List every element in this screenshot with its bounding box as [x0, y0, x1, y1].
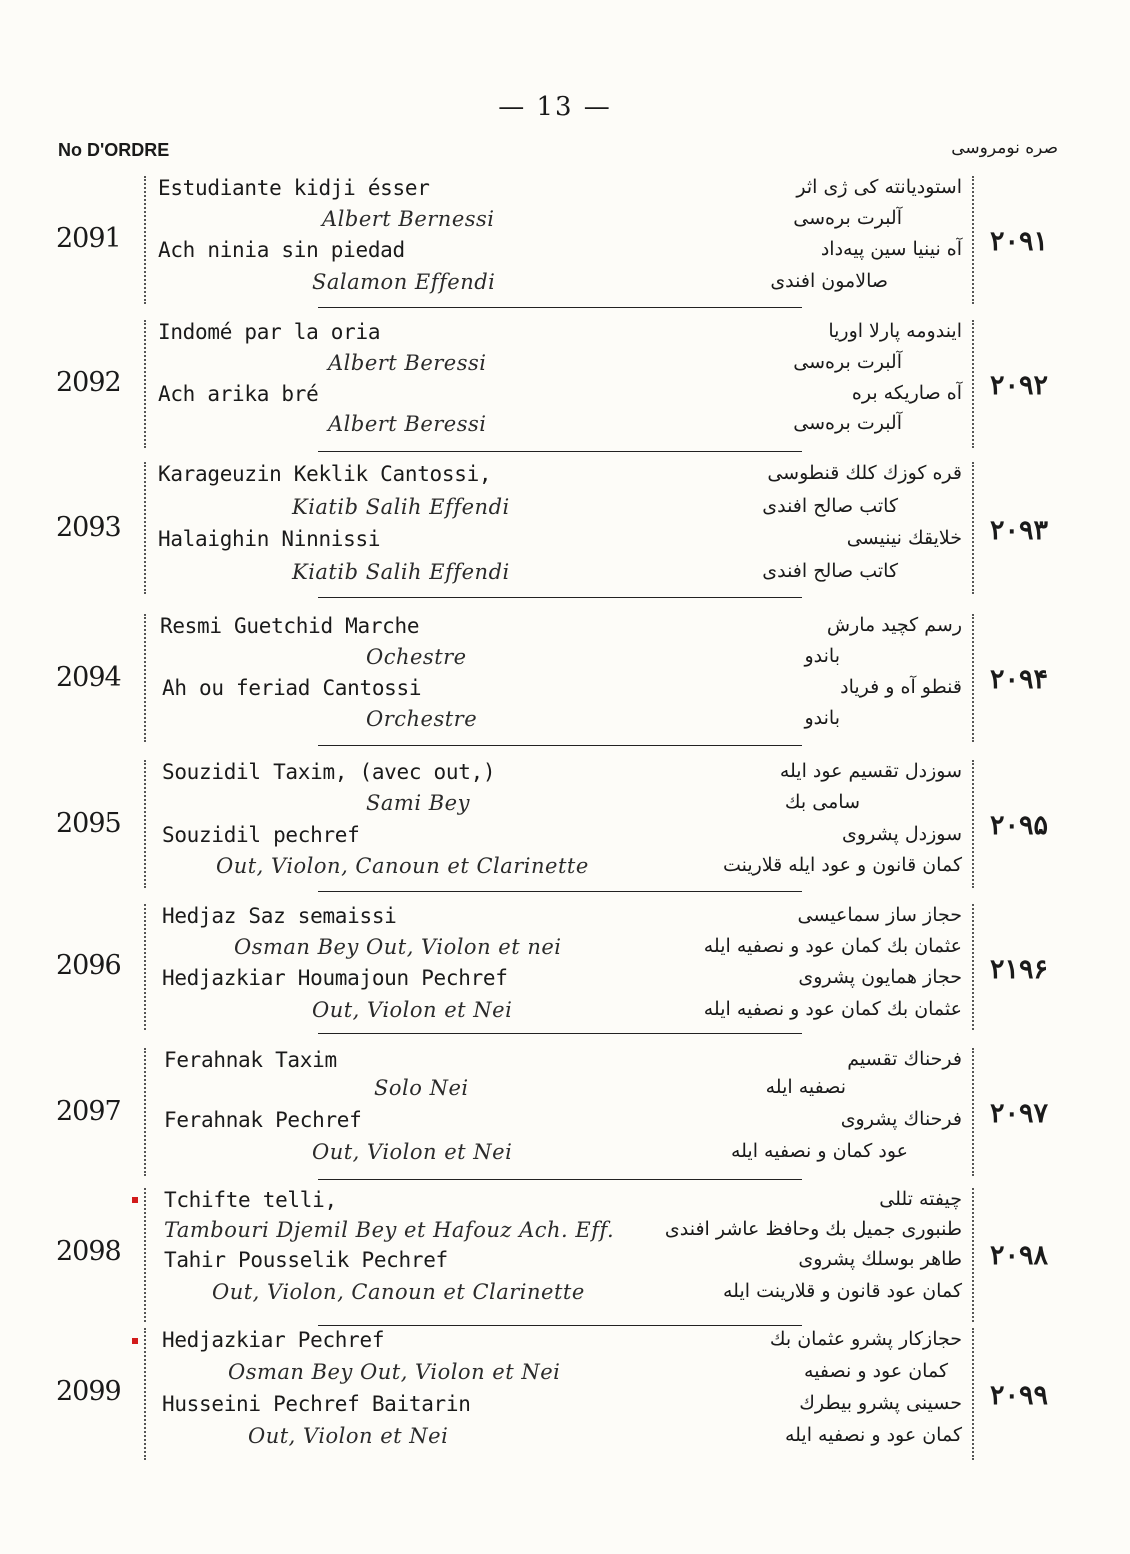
side-b-performer-arabic: باندو [804, 707, 840, 729]
side-a-performer-arabic: کاتب صالح افندی [762, 495, 898, 517]
record-number: 2097 [56, 1096, 121, 1127]
side-a-title-arabic: رسم کچید مارش [826, 614, 962, 636]
side-b-title: Souzidil pechref [162, 823, 360, 847]
side-b-title: Ferahnak Pechref [164, 1108, 362, 1132]
record-entry [0, 462, 1130, 594]
record-number-arabic: ۲۰۹۵ [990, 810, 1049, 841]
page-number: — 13 — [498, 92, 612, 122]
side-a-title-arabic: حجاز ساز سماعیسی [797, 904, 962, 926]
side-b-title: Hedjazkiar Houmajoun Pechref [162, 966, 508, 990]
side-b-performer: Out, Violon, Canoun et Clarinette [216, 854, 589, 878]
side-b-title-arabic: قنطو آه و فریاد [840, 676, 962, 698]
side-a-title-arabic: چیفته تللی [879, 1188, 962, 1210]
side-a-title-arabic: ایندومه پارلا اوریا [828, 320, 962, 342]
entry-divider [318, 891, 802, 892]
side-a-performer: Osman Bey Out, Violon et nei [234, 935, 562, 959]
record-entry [0, 614, 1130, 742]
entry-divider [318, 307, 802, 308]
side-b-performer: Orchestre [366, 707, 478, 731]
side-b-title-arabic: سوزدل پشروی [842, 823, 962, 845]
side-b-performer-arabic: صالامون افندی [770, 270, 888, 292]
side-b-title-arabic: آه صاریکه بره [851, 382, 962, 404]
record-number: 2098 [56, 1236, 121, 1267]
side-a-performer: Tambouri Djemil Bey et Hafouz Ach. Eff. [164, 1218, 615, 1242]
side-b-performer: Kiatib Salih Effendi [292, 560, 510, 584]
side-a-title-arabic: قره کوزك کلك قنطوسی [767, 462, 962, 484]
side-b-performer: Out, Violon et Nei [312, 1140, 513, 1164]
entry-divider [318, 745, 802, 746]
side-b-title-arabic: حجاز همایون پشروی [798, 966, 962, 988]
side-b-title-arabic: حسینی پشرو بیطرك [799, 1392, 962, 1414]
side-a-title: Tchifte telli, [164, 1188, 337, 1212]
record-number: 2095 [56, 808, 121, 839]
side-b-performer-arabic: عثمان بك کمان عود و نصفیه ایله [703, 998, 962, 1020]
record-entry [0, 1328, 1130, 1460]
entry-divider [318, 1325, 802, 1326]
record-entry [0, 1048, 1130, 1176]
side-b-performer-arabic: کمان عود قانون و قلارینت ایله [722, 1280, 962, 1302]
side-a-performer-arabic: طنبوری جمیل بك وحافظ عاشر افندی [664, 1218, 962, 1240]
side-a-title: Resmi Guetchid Marche [160, 614, 420, 638]
record-number: 2099 [56, 1376, 121, 1407]
record-number: 2091 [56, 223, 121, 254]
side-b-performer-arabic: کمان عود و نصفیه ایله [784, 1424, 962, 1446]
side-b-title: Halaighin Ninnissi [158, 527, 381, 551]
side-b-performer: Out, Violon et Nei [312, 998, 513, 1022]
side-a-performer: Albert Beressi [328, 351, 487, 375]
record-entry [0, 904, 1130, 1030]
side-a-title: Hedjazkiar Pechref [162, 1328, 385, 1352]
side-b-performer: Albert Beressi [328, 412, 487, 436]
record-number-arabic: ۲۱۹۶ [990, 954, 1049, 985]
side-a-performer-arabic: کمان عود و نصفیه [804, 1360, 948, 1382]
side-a-title: Hedjaz Saz semaissi [162, 904, 397, 928]
entry-divider [318, 1033, 802, 1034]
record-number: 2093 [56, 512, 121, 543]
side-a-performer-arabic: عثمان بك کمان عود و نصفیه ایله [703, 935, 962, 957]
side-a-title-arabic: استودیانته کی ژی اثر [796, 176, 962, 198]
side-b-performer: Out, Violon et Nei [248, 1424, 449, 1448]
side-a-title: Estudiante kidji ésser [158, 176, 430, 200]
side-a-performer: Sami Bey [366, 791, 470, 815]
order-number-header-arabic: صره نومروسی [951, 138, 1058, 158]
side-a-performer-arabic: سامی بك [784, 791, 860, 813]
record-number-arabic: ۲۰۹۸ [990, 1240, 1049, 1271]
side-a-title: Karageuzin Keklik Cantossi, [158, 462, 492, 486]
side-a-performer: Ochestre [366, 645, 467, 669]
side-b-performer-arabic: کاتب صالح افندی [762, 560, 898, 582]
side-a-title: Souzidil Taxim, (avec out,) [162, 760, 496, 784]
side-b-title: Ach arika bré [158, 382, 319, 406]
side-b-performer-arabic: کمان قانون و عود ایله قلارینت [722, 854, 962, 876]
side-a-title-arabic: حجازکار پشرو عثمان بك [769, 1328, 962, 1350]
side-b-title: Tahir Pousselik Pechref [164, 1248, 448, 1272]
side-b-performer-arabic: عود کمان و نصفیه ایله [730, 1140, 908, 1162]
side-a-title-arabic: فرحناك تقسیم [847, 1048, 962, 1070]
record-number: 2092 [56, 367, 121, 398]
record-number-arabic: ۲۰۹۲ [990, 370, 1049, 401]
side-b-title: Ach ninia sin piedad [158, 238, 405, 262]
entry-divider [318, 1179, 802, 1180]
side-a-performer: Solo Nei [374, 1076, 469, 1100]
side-a-title: Ferahnak Taxim [164, 1048, 337, 1072]
record-entry [0, 1188, 1130, 1322]
side-a-performer-arabic: آلبرت برەسی [793, 351, 902, 373]
side-a-performer-arabic: باندو [804, 645, 840, 667]
record-number-arabic: ۲۰۹۴ [990, 664, 1049, 695]
entry-divider [318, 597, 802, 598]
side-b-title-arabic: آه نینیا سین پیەداد [820, 238, 962, 260]
side-b-performer: Salamon Effendi [312, 270, 496, 294]
record-number: 2096 [56, 950, 121, 981]
side-b-title-arabic: طاهر بوسلك پشروی [798, 1248, 962, 1270]
side-b-title: Ah ou feriad Cantossi [162, 676, 422, 700]
order-number-header: No D'ORDRE [58, 140, 170, 160]
side-a-title: Indomé par la oria [158, 320, 381, 344]
record-number-arabic: ۲۰۹۹ [990, 1380, 1049, 1411]
side-a-performer: Kiatib Salih Effendi [292, 495, 510, 519]
side-a-title-arabic: سوزدل تقسیم عود ایله [779, 760, 962, 782]
side-a-performer: Osman Bey Out, Violon et Nei [228, 1360, 561, 1384]
entry-divider [318, 451, 802, 452]
record-entry [0, 176, 1130, 304]
record-number-arabic: ۲۰۹۱ [990, 226, 1049, 257]
side-b-title: Husseini Pechref Baitarin [162, 1392, 471, 1416]
side-a-performer-arabic: آلبرت برەسی [793, 207, 902, 229]
record-number: 2094 [56, 662, 121, 693]
side-a-performer: Albert Bernessi [322, 207, 495, 231]
record-number-arabic: ۲۰۹۷ [990, 1098, 1049, 1129]
side-b-performer: Out, Violon, Canoun et Clarinette [212, 1280, 585, 1304]
record-entry [0, 760, 1130, 888]
record-entry [0, 320, 1130, 448]
side-b-performer-arabic: آلبرت برەسی [793, 412, 902, 434]
record-number-arabic: ۲۰۹۳ [990, 515, 1049, 546]
side-b-title-arabic: خلایقك نینیسی [846, 527, 962, 549]
side-a-performer-arabic: نصفیه ایله [765, 1076, 846, 1098]
side-b-title-arabic: فرحناك پشروی [840, 1108, 962, 1130]
